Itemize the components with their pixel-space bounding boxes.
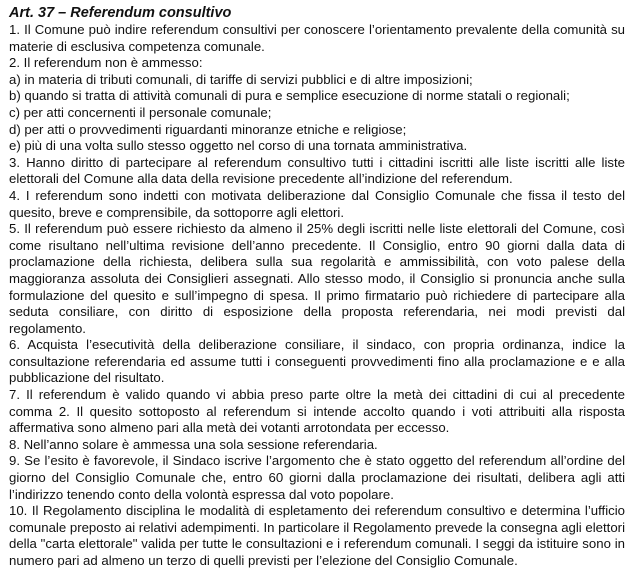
paragraph-9: 9. Se l’esito è favorevole, il Sindaco iscrive l’argomento che è stato oggetto del referendum all’ordine del giorno del Consiglio Comunale che, entro 60 giorni dalla proclamazione dei risultati, delibera agli atti l’indirizzo tenendo conto della volontà espressa dal voto popolare. xyxy=(9,453,625,502)
paragraph-6: 6. Acquista l’esecutività della deliberazione consiliare, il sindaco, con propria ordinanza, indice la consultazione referendaria ed assume tutti i conseguenti provvedimenti fino alla proclamazione e e alla pubblicazione del risultato. xyxy=(9,337,625,386)
list-item-c: c) per atti concernenti il personale comunale; xyxy=(9,104,272,120)
paragraph-8: 8. Nell’anno solare è ammessa una sola sessione referendaria. xyxy=(9,436,378,452)
paragraph-1: 1. Il Comune può indire referendum consultivi per conoscere l’orientamento prevalente della comunità su materie di esclusiva competenza comunale. xyxy=(9,22,625,54)
list-item-b: b) quando si tratta di attività comunali di pura e semplice esecuzione di norme statali o regionali; xyxy=(9,88,570,104)
paragraph-3: 3. Hanno diritto di partecipare al referendum consultivo tutti i cittadini iscritti alle liste iscritti alle liste elettorali del Comune alla data della revisione precedente all’indizione del referendum. xyxy=(9,154,625,187)
paragraph-5: 5. Il referendum può essere richiesto da almeno il 25% degli iscritti nelle liste elettorali del Comune, così come risultano nell’ultima revisione dell’anno precedente. Il Consiglio, entro 90 giorni dalla data di proclamazione della richiesta, delibera sulla sua regolarità e ammissibilità, con voto palese della maggioranza assoluta dei Consiglieri assegnati. Allo stesso modo, il Consiglio si pronuncia anche sulla formulazione del quesito e sull’impegno di spesa. Il primo firmatario può richiedere di partecipare alla seduta consiliare, con diritto di esposizione della proposta referendaria, nei modi previsti dal regolamento. xyxy=(9,221,625,336)
list-item-d: d) per atti o provvedimenti riguardanti minoranze etniche e religiose; xyxy=(9,121,407,137)
list-item-e: e) più di una volta sullo stesso oggetto nel corso di una tornata amministrativa. xyxy=(9,138,468,154)
paragraph-10: 10. Il Regolamento disciplina le modalità di espletamento dei referendum consultivo e determina l’ufficio comunale preposto ai relativi adempimenti. In particolare il Regolamento prevede la consegna agli elettori della "carta elettorale" valida per tutte le consultazioni e i referendum comunali. I seggi da istituire sono in numero pari ad almeno un terzo di quelli previsti per l’elezione del Consiglio Comunale. xyxy=(9,503,625,568)
article-document xyxy=(9,5,625,570)
list-item-a: a) in materia di tributi comunali, di tariffe di servizi pubblici e di altre imposizioni; xyxy=(9,71,473,87)
article-title: Art. 37 – Referendum consultivo xyxy=(9,5,232,21)
paragraph-7: 7. Il referendum è valido quando vi abbia preso parte oltre la metà dei cittadini di cui al precedente comma 2. Il quesito sottoposto al referendum si intende accolto quando i voti attribuiti alla risposta affermativa sono almeno pari alla metà dei votanti arrotondata per eccesso. xyxy=(9,387,625,436)
paragraph-2-intro: 2. Il referendum non è ammesso: xyxy=(9,55,203,71)
paragraph-4: 4. I referendum sono indetti con motivata deliberazione dal Consiglio Comunale che fissa il testo del quesito, breve e comprensibile, da sottoporre agli elettori. xyxy=(9,187,625,220)
